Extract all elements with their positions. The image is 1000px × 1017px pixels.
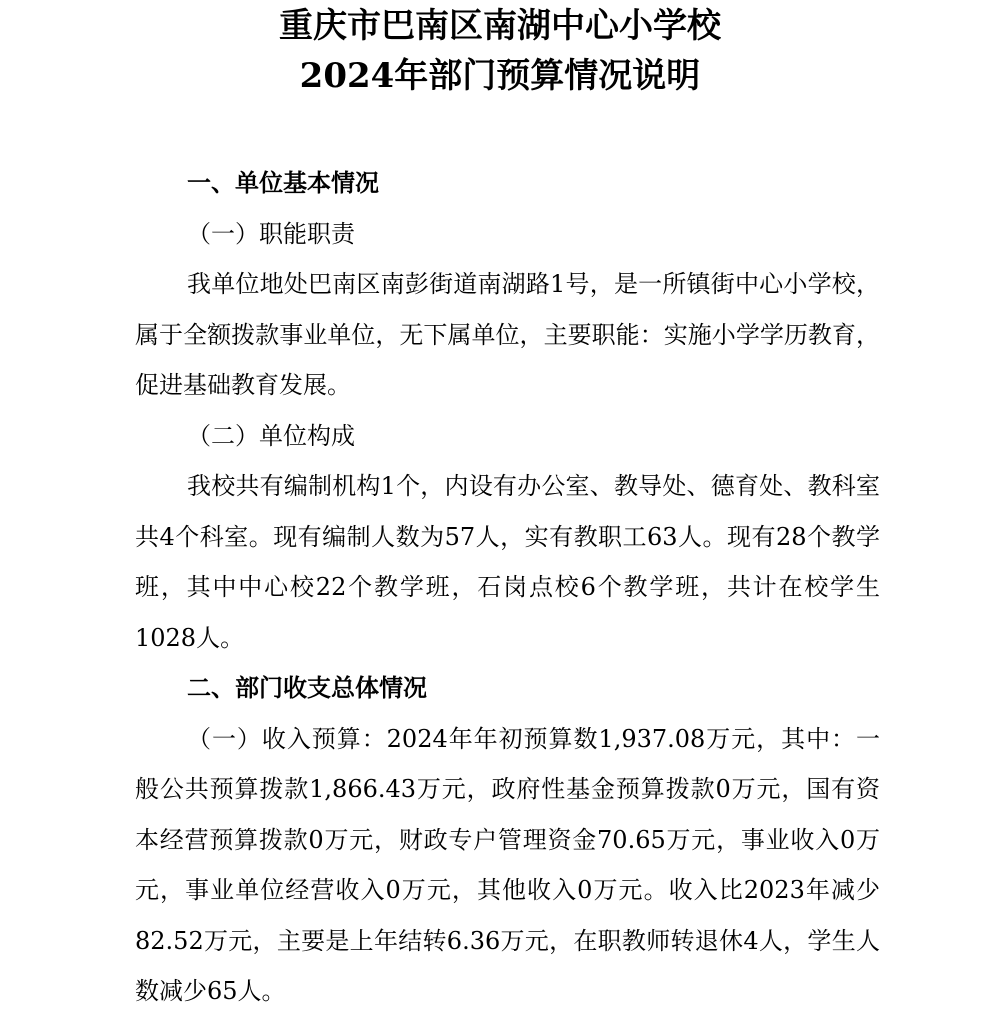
paragraph-income-budget: （一）收入预算：2024年年初预算数1,937.08万元，其中：一般公共预算拨款1,866.43万元，政府性基金预算拨款0万元，国有资本经营预算拨款0万元，财政专户管理资金70.65万元，事业收入0万元，事业单位经营收入0万元，其他收入0万元。收入比2023年减少82.52万元，主要是上年结转6.36万元，在职教师转退休4人，学生人数减少65人。: [135, 724, 880, 1005]
subsection-heading-functions: （一）职能职责: [187, 219, 355, 248]
document-body: [135, 158, 880, 1017]
document-title-line-2: 2024年部门预算情况说明: [299, 56, 701, 96]
paragraph-functions: 我单位地处巴南区南彭街道南湖路1号，是一所镇街中心小学校，属于全额拨款事业单位，无下属单位，主要职能：实施小学学历教育，促进基础教育发展。: [135, 270, 880, 399]
paragraph-composition: 我校共有编制机构1个，内设有办公室、教导处、德育处、教科室共4个科室。现有编制人数为57人，实有教职工63人。现有28个教学班，其中中心校22个教学班，石岗点校6个教学班，共计在校学生1028人。: [135, 472, 880, 652]
section-heading-basic-info: 一、单位基本情况: [187, 169, 379, 197]
section-heading-budget-overview: 二、部门收支总体情况: [187, 674, 427, 702]
subsection-heading-composition: （二）单位构成: [187, 421, 355, 450]
document-title-line-1: 重庆市巴南区南湖中心小学校: [279, 6, 721, 46]
